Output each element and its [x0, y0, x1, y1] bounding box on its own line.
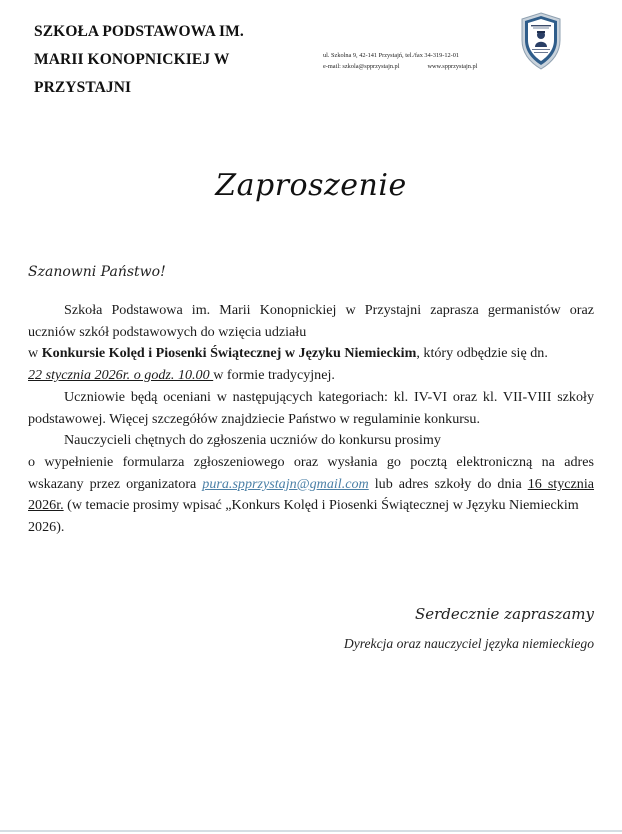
- contest-format: w formie tradycyjnej.: [213, 367, 335, 384]
- school-crest-icon: [520, 12, 562, 70]
- paragraph-2-line-2: podstawowej. Więcej szczegółów znajdziecie Państwo w regulaminie konkursu.: [28, 410, 480, 427]
- deadline-year: 2026r.: [28, 497, 64, 514]
- contest-date: 22 stycznia 2026r. o godz. 10.00: [28, 367, 214, 384]
- school-email[interactable]: e-mail: szkola@spprzystajn.pl: [323, 63, 400, 70]
- paragraph-3-line-3: [28, 474, 594, 496]
- deadline-date: 16 stycznia: [527, 475, 595, 492]
- organizer-prefix: wskazany przez organizatora: [28, 475, 203, 492]
- school-website[interactable]: www.spprzystajn.pl: [427, 63, 478, 70]
- school-address: ul. Szkolna 9, 42-141 Przystajń, tel./fax 34-319-12-01: [323, 52, 460, 59]
- greeting: Szanowni Państwo!: [28, 264, 166, 280]
- contest-name: Konkursie Kolęd i Piosenki Świątecznej w Języku Niemieckim: [41, 345, 417, 362]
- school-contact: [323, 50, 477, 72]
- signature: Dyrekcja oraz nauczyciel języka niemieckiego: [343, 636, 594, 651]
- page-bottom-border: [0, 830, 622, 832]
- paragraph-2-line-1: Uczniowie będą oceniani w następujących kategoriach: kl. IV-VI oraz kl. VII-VIII szkoły: [64, 388, 594, 405]
- paragraph-1-line-2: uczniów szkół podstawowych do wzięcia udziału: [28, 323, 307, 340]
- paragraph-3-line-1: Nauczycieli chętnych do zgłoszenia uczniów do konkursu prosimy: [64, 432, 441, 449]
- organizer-mid: lub adres szkoły do dnia: [368, 475, 528, 492]
- document-title: Zaproszenie: [215, 168, 407, 203]
- paragraph-3-line-2: o wypełnienie formularza zgłoszeniowego oraz wysłania go pocztą elektroniczną na adres: [28, 453, 594, 470]
- paragraph-1-line-1: Szkoła Podstawowa im. Marii Konopnickiej w Przystajni zaprasza germanistów oraz: [64, 302, 594, 318]
- prefix-w: w: [28, 345, 42, 362]
- invitation-body: [28, 300, 594, 539]
- paragraph-1-line-3: [28, 343, 594, 365]
- school-name-line-1: SZKOŁA PODSTAWOWA IM.: [34, 23, 244, 40]
- school-name-line-2: MARII KONOPNICKIEJ W: [34, 51, 230, 68]
- closing-phrase: Serdecznie zapraszamy: [414, 605, 594, 623]
- paragraph-3-line-5: 2026).: [28, 519, 65, 536]
- subject-instruction: (w temacie prosimy wpisać „Konkurs Kolęd i Piosenki Świątecznej w Języku Niemieckim: [63, 497, 579, 514]
- organizer-email-link[interactable]: pura.spprzystajn@gmail.com: [202, 475, 369, 492]
- school-name: [34, 18, 304, 102]
- paragraph-3-line-4: [28, 495, 594, 517]
- school-name-line-3: PRZYSTAJNI: [34, 79, 132, 96]
- paragraph-1-line-4: [28, 365, 594, 387]
- contest-suffix: , który odbędzie się dn.: [416, 345, 548, 362]
